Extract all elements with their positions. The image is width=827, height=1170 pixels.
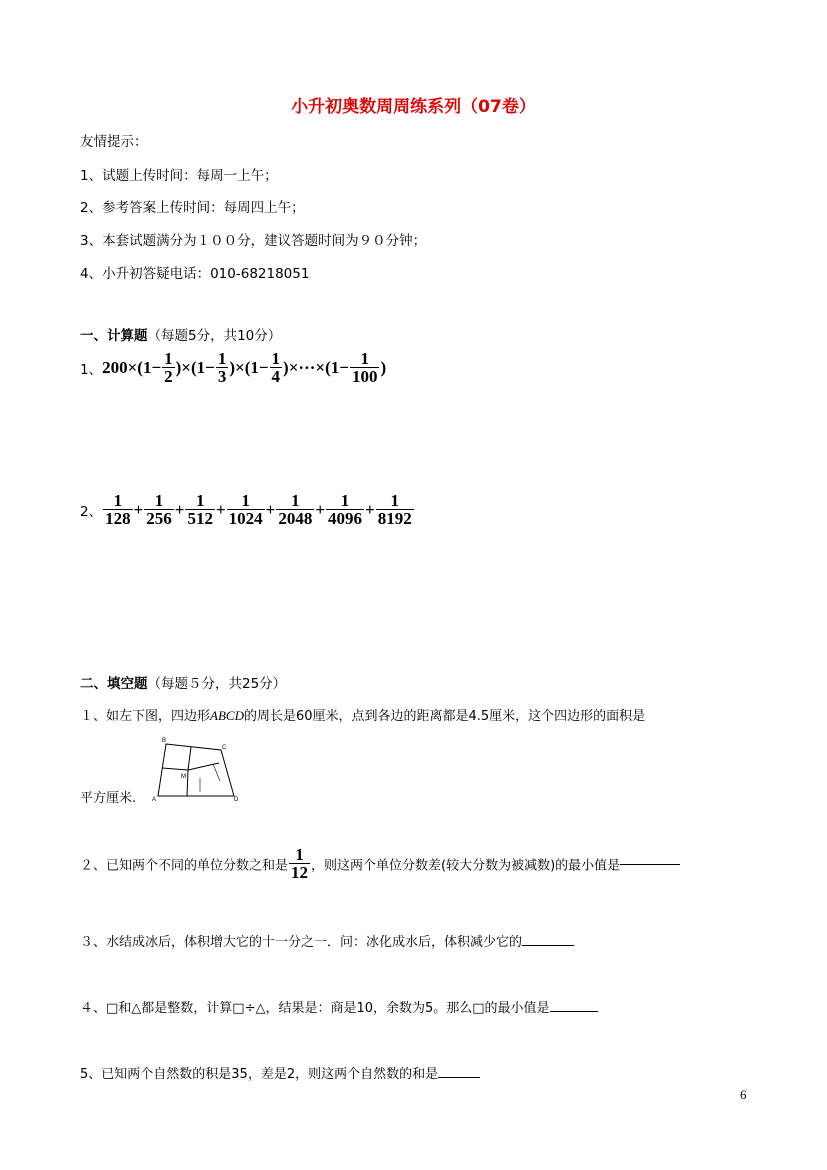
numerator: 1 [350, 350, 380, 368]
numerator: 1 [217, 349, 227, 368]
section2-note: （每题５分，共25分） [147, 676, 287, 692]
denominator: 4096 [328, 509, 363, 528]
denominator: 12 [291, 863, 309, 882]
plus-sign: + [315, 500, 326, 519]
quadrilateral-figure [150, 736, 245, 802]
expr-tail: ) [380, 358, 387, 377]
page-number: 6 [740, 1087, 747, 1102]
numerator: 1 [276, 492, 314, 510]
fraction [144, 492, 174, 528]
fraction [227, 492, 265, 528]
fill-question-2 [80, 846, 680, 882]
fraction [350, 350, 380, 386]
fraction [376, 492, 414, 528]
fraction [270, 350, 283, 386]
tip-item-1: 1、试题上传时间：每周一上午； [80, 168, 278, 184]
q5-text: 5、已知两个自然数的积是35，差是2，则这两个自然数的和是 [80, 1067, 439, 1082]
denominator: 2048 [278, 509, 313, 528]
fraction [185, 492, 215, 528]
label-d: D [234, 797, 239, 802]
q1-text-b: 的周长是60厘米，点到各边的距离都是4.5厘米，这个四边形的面积是 [243, 709, 646, 724]
numerator: 1 [164, 349, 173, 368]
fraction [103, 492, 133, 528]
question-number: 2、 [80, 504, 103, 520]
answer-blank[interactable] [550, 1011, 598, 1012]
denominator: 4 [271, 367, 281, 386]
calc-question-2 [80, 492, 415, 528]
perp-segment [188, 747, 191, 770]
label-a: A [152, 797, 157, 802]
plus-sign: + [265, 500, 276, 519]
answer-blank[interactable] [522, 945, 574, 946]
denominator: 3 [217, 367, 227, 386]
label-c: C [222, 745, 227, 751]
numerator: 1 [289, 846, 310, 864]
perp-segment [187, 770, 188, 796]
fraction [162, 350, 175, 386]
fraction [276, 492, 314, 528]
plus-sign: + [365, 500, 375, 519]
numerator: 1 [185, 492, 215, 510]
quadrilateral-abcd [158, 744, 234, 796]
q2-text-pre: ２、已知两个不同的单位分数之和是 [80, 858, 289, 874]
tips-heading: 友情提示： [80, 134, 148, 150]
expr-sep: )×···×(1− [283, 358, 349, 377]
section2-title: 二、填空题 [80, 676, 148, 692]
label-m: M [181, 774, 186, 780]
calc-question-1 [80, 350, 386, 386]
fraction [326, 492, 364, 528]
q2-text-post: ，则这两个单位分数差(较大分数为被减数)的最小值是 [311, 858, 621, 874]
plus-sign: + [133, 500, 144, 519]
numerator: 1 [326, 492, 364, 510]
fill-question-1 [80, 705, 645, 724]
q4-text: ４、□和△都是整数，计算□÷△，结果是：商是10，余数为5。那么□的最小值是 [80, 1001, 550, 1016]
section1-heading [80, 324, 281, 344]
expr-sep: )×(1− [175, 358, 215, 377]
answer-blank[interactable] [620, 864, 680, 865]
q1-text-a: １、如左下图，四边形 [80, 709, 211, 724]
fraction [289, 846, 310, 882]
fill-question-3 [80, 931, 574, 950]
answer-blank[interactable] [438, 1077, 480, 1078]
tip-item-4: 4、小升初答疑电话：010-68218051 [80, 266, 310, 282]
expr-sep: )×(1− [229, 358, 269, 377]
fill-question-4 [80, 997, 598, 1016]
tip-item-3: 3、本套试题满分为１００分，建议答题时间为９０分钟； [80, 233, 427, 249]
section1-note: （每题5分，共10分） [147, 328, 282, 344]
perp-segment [162, 768, 188, 770]
section1-title: 一、计算题 [80, 328, 148, 344]
numerator: 1 [271, 349, 281, 368]
expr-lead: 200×(1− [102, 358, 162, 377]
page-title: 小升初奥数周周练系列（07卷） [291, 97, 536, 117]
fraction [216, 350, 229, 386]
label-b: B [162, 738, 167, 744]
denominator: 256 [146, 509, 172, 528]
question-number: 1、 [80, 362, 103, 378]
plus-sign: + [215, 500, 226, 519]
numerator: 1 [144, 492, 174, 510]
section2-heading [80, 672, 286, 692]
q1-line2: 平方厘米. [80, 791, 137, 806]
connector-line [213, 764, 220, 781]
q1-abcd: ABCD [210, 708, 244, 723]
plus-sign: + [174, 500, 185, 519]
denominator: 512 [187, 509, 213, 528]
denominator: 8192 [377, 509, 412, 528]
numerator: 1 [376, 492, 414, 510]
denominator: 1024 [228, 509, 263, 528]
tip-item-2: 2、参考答案上传时间：每周四上午； [80, 200, 305, 216]
q3-text: ３、水结成冰后，体积增大它的十一分之一．问：冰化成水后，体积减少它的 [80, 935, 523, 950]
fill-question-5 [80, 1063, 480, 1082]
denominator: 128 [105, 509, 131, 528]
numerator: 1 [103, 492, 133, 510]
numerator: 1 [227, 492, 265, 510]
denominator: 2 [164, 367, 173, 386]
denominator: 100 [351, 367, 378, 386]
